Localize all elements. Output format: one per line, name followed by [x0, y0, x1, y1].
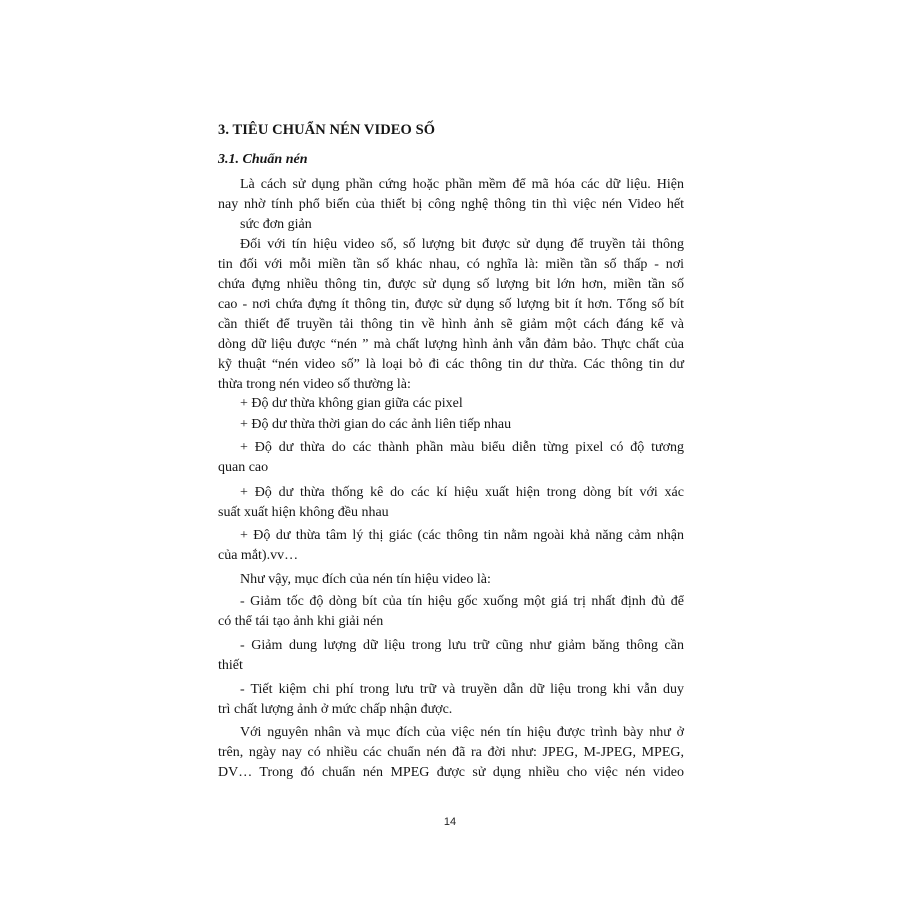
- text-line: cao - nơi chứa đựng ít thông tin, được sử dụng số lượng bit ít hơn. Tổng số bít: [218, 297, 684, 312]
- text-line: Với nguyên nhân và mục đích của việc nén tín hiệu được trình bày như ở: [240, 725, 684, 740]
- text-line: + Độ dư thừa thống kê do các kí hiệu xuất hiện trong dòng bít với xác: [240, 485, 684, 500]
- text-line: DV… Trong đó chuẩn nén MPEG được sử dụng nhiều cho việc nén video: [218, 765, 684, 780]
- text-line: thừa trong nén video số thường là:: [218, 377, 411, 392]
- paragraph-digital-video-bits: [218, 235, 684, 395]
- text-line: + Độ dư thừa do các thành phần màu biểu diễn từng pixel có độ tương: [240, 440, 684, 455]
- text-line: trên, ngày nay có nhiều các chuẩn nén đã ra đời như: JPEG, M-JPEG, MPEG,: [218, 745, 684, 760]
- list-item-reduce-storage: [218, 636, 684, 676]
- text-line: + Độ dư thừa không gian giữa các pixel: [240, 396, 463, 411]
- list-item-temporal-redundancy: [218, 415, 684, 435]
- text-line: + Độ dư thừa tâm lý thị giác (các thông tin nằm ngoài khả năng cảm nhận: [240, 528, 684, 543]
- text-line: có thể tái tạo ảnh khi giải nén: [218, 614, 384, 629]
- text-line: suất xuất hiện không đều nhau: [218, 505, 389, 520]
- text-line: Là cách sử dụng phần cứng hoặc phần mềm để mã hóa các dữ liệu. Hiện: [240, 177, 684, 192]
- text-line: cần thiết để truyền tải thông tin về hình ảnh sẽ giảm một cách đáng kể và: [218, 317, 684, 332]
- section-heading: 3. TIÊU CHUẨN NÉN VIDEO SỐ: [218, 122, 436, 138]
- text-line: trì chất lượng ảnh ở mức chấp nhận được.: [218, 702, 453, 717]
- paragraph-purpose-intro: [218, 570, 684, 590]
- list-item-spatial-redundancy: [218, 394, 684, 414]
- text-column: [218, 0, 684, 900]
- text-line: tin đối với mỗi miền tần số khác nhau, có nghĩa là: miền tần số thấp - nơi: [218, 257, 684, 272]
- text-line: chứa đựng nhiều thông tin, được sử dụng số lượng bit lớn hơn, miền tần số: [218, 277, 684, 292]
- text-line: của mắt).vv…: [218, 548, 299, 563]
- paragraph-definition: [218, 175, 684, 235]
- list-item-color-redundancy: [218, 438, 684, 478]
- text-line: + Độ dư thừa thời gian do các ảnh liên tiếp nhau: [240, 417, 512, 432]
- text-line: - Giảm dung lượng dữ liệu trong lưu trữ cũng như giảm băng thông cần: [240, 638, 684, 653]
- list-item-psychovisual-redundancy: [218, 526, 684, 566]
- list-item-reduce-bitrate: [218, 592, 684, 632]
- text-line: kỹ thuật “nén video số” là loại bỏ đi các thông tin dư thừa. Các thông tin dư: [218, 357, 684, 372]
- page-number: 14: [443, 816, 457, 828]
- text-line: thiết: [218, 658, 243, 673]
- text-line: sức đơn giản: [240, 217, 312, 232]
- text-line: dòng dữ liệu được “nén ” mà chất lượng hình ảnh vẫn đảm bảo. Thực chất của: [218, 337, 684, 352]
- subsection-heading: 3.1. Chuẩn nén: [218, 152, 308, 167]
- text-line: - Giảm tốc độ dòng bít của tín hiệu gốc xuống một giá trị nhất định đủ để: [240, 594, 684, 609]
- paragraph-standards: [218, 723, 684, 783]
- list-item-save-cost: [218, 680, 684, 720]
- text-line: nay nhờ tính phổ biến của thiết bị công nghệ thông tin thì việc nén Video hết: [218, 197, 684, 212]
- text-line: Đối với tín hiệu video số, số lượng bit được sử dụng để truyền tải thông: [240, 237, 684, 252]
- text-line: - Tiết kiệm chi phí trong lưu trữ và truyền dẫn dữ liệu trong khi vẫn duy: [240, 682, 684, 697]
- text-line: quan cao: [218, 460, 269, 475]
- list-item-statistical-redundancy: [218, 483, 684, 523]
- text-line: Như vậy, mục đích của nén tín hiệu video là:: [240, 572, 491, 587]
